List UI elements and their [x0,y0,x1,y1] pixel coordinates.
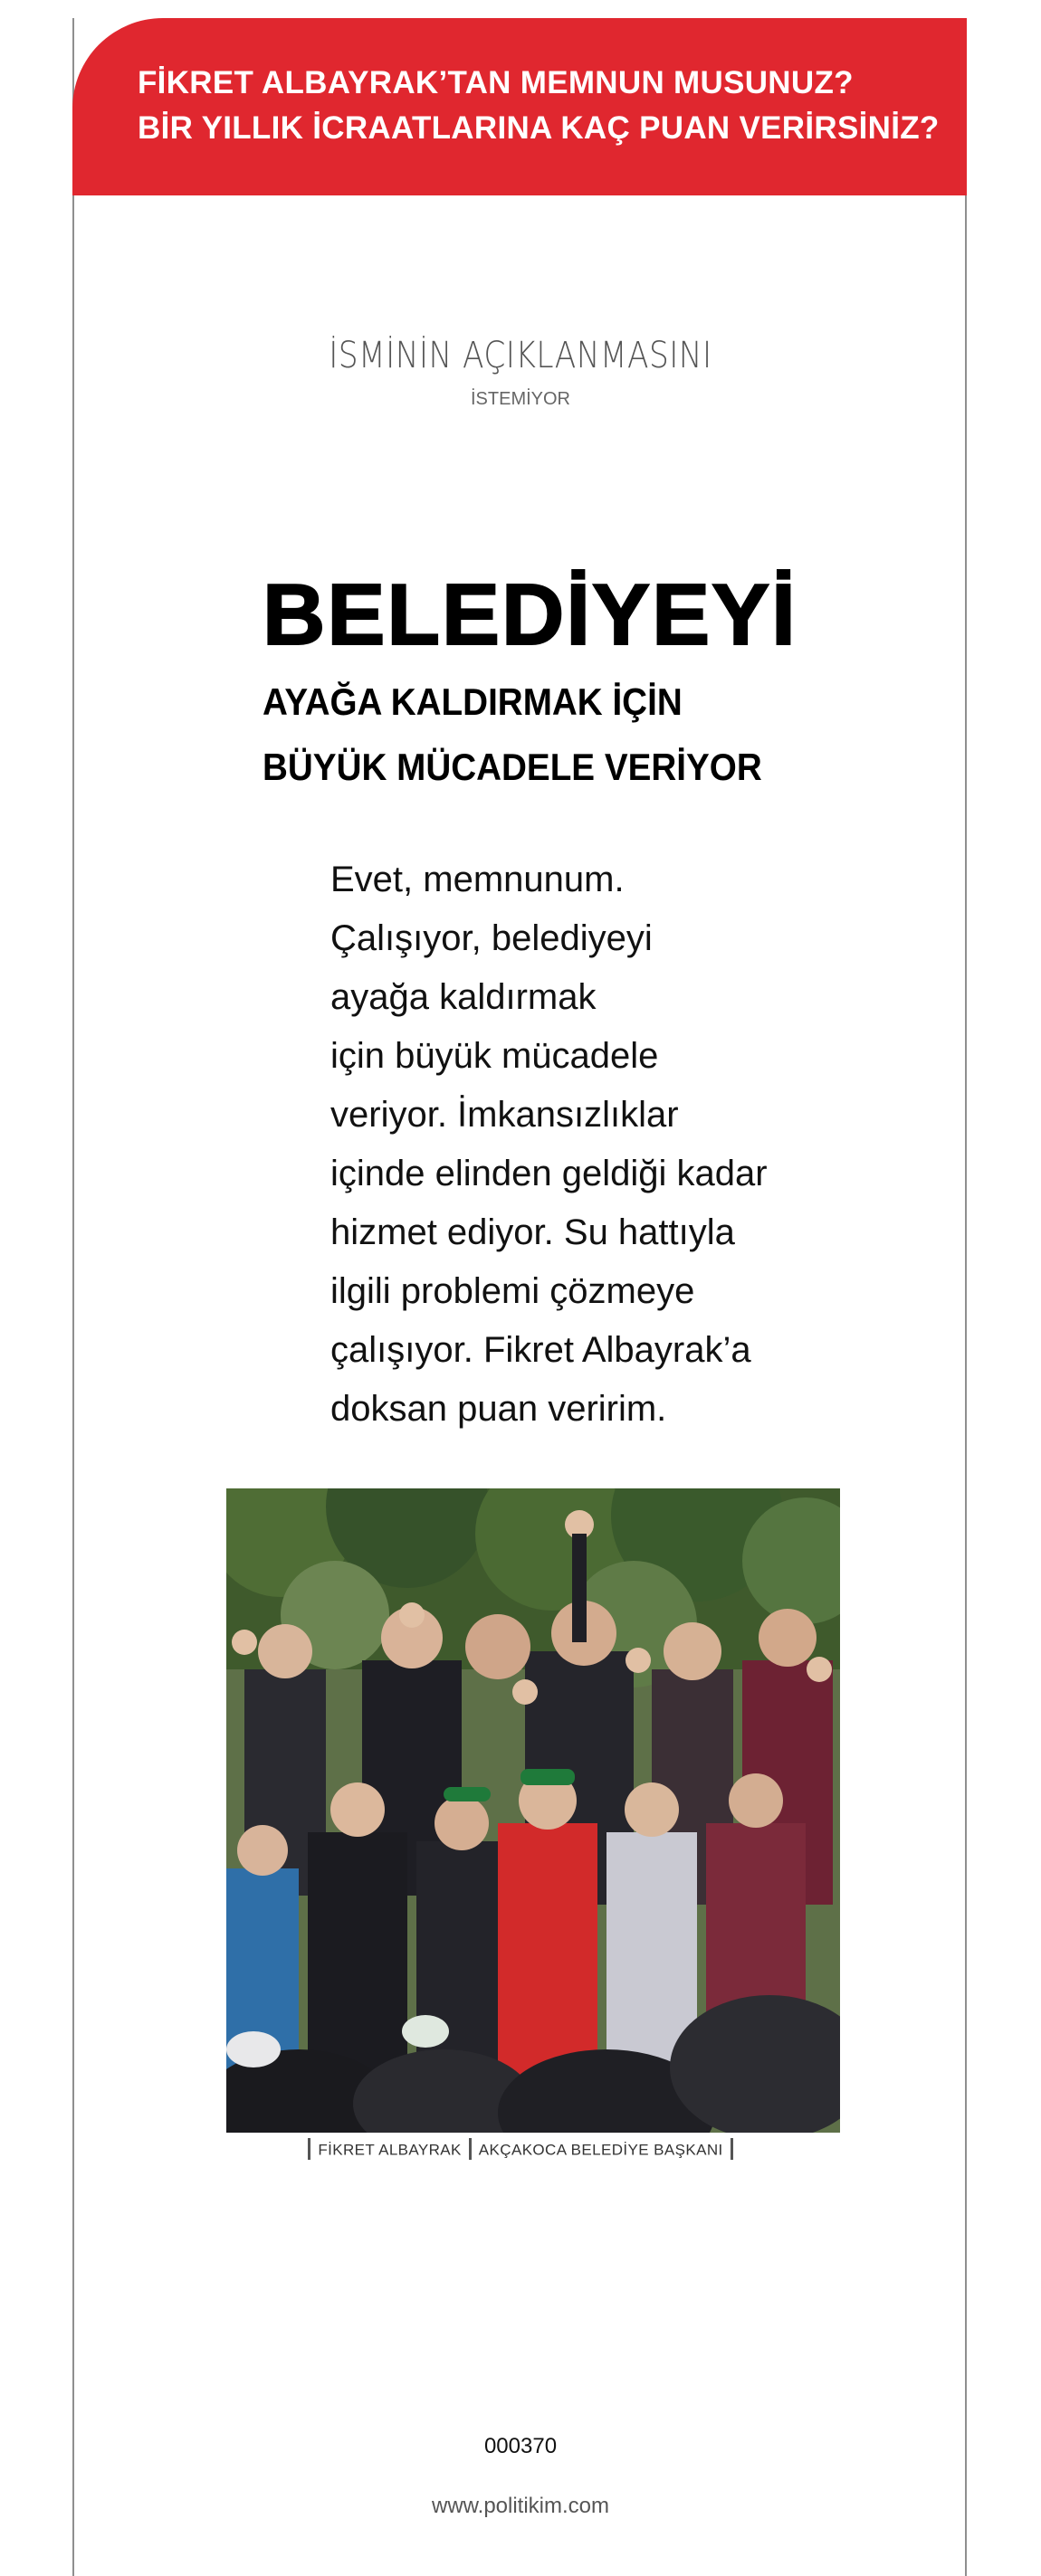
photo-caption [0,2140,1041,2162]
body-line: Çalışıyor, belediyeyi [330,918,653,958]
caption-name: FİKRET ALBAYRAK [318,2141,462,2159]
crowd-photo-illustration [226,1488,840,2133]
body-line: doksan puan veririm. [330,1389,667,1429]
body-line: içinde elinden geldiği kadar [330,1154,768,1193]
article-headline: BELEDİYEYİ [263,566,797,663]
body-line: ilgili problemi çözmeye [330,1271,695,1311]
body-line: ayağa kaldırmak [330,977,597,1017]
body-line: veriyor. İmkansızlıklar [330,1095,679,1135]
body-line: çalışıyor. Fikret Albayrak’a [330,1330,751,1370]
crowd-photo [226,1488,840,2133]
caption-divider [308,2138,310,2160]
article-subhead-line-1: AYAĞA KALDIRMAK İÇİN [263,680,683,723]
header-question-line-1: FİKRET ALBAYRAK’TAN MEMNUN MUSUNUZ? [138,65,854,100]
body-line: için büyük mücadele [330,1036,659,1076]
caption-divider [731,2138,733,2160]
header-banner [72,18,967,195]
website-link[interactable]: www.politikim.com [431,2494,610,2518]
page-number: 000370 [483,2434,558,2458]
caption-divider [469,2138,472,2160]
respondent-name-subline: İSTEMİYOR [470,389,570,409]
header-question-line-2: BİR YILLIK İCRAATLARINA KAÇ PUAN VERİRSİNİZ? [138,110,940,146]
caption-title: AKÇAKOCA BELEDİYE BAŞKANI [478,2141,723,2159]
respondent-name: İSMİNİN AÇIKLANMASINI [329,335,712,376]
body-line: Evet, memnunum. [330,860,625,899]
article-subhead-line-2: BÜYÜK MÜCADELE VERİYOR [263,746,762,788]
body-line: hizmet ediyor. Su hattıyla [330,1212,735,1252]
article-body [330,851,768,1439]
